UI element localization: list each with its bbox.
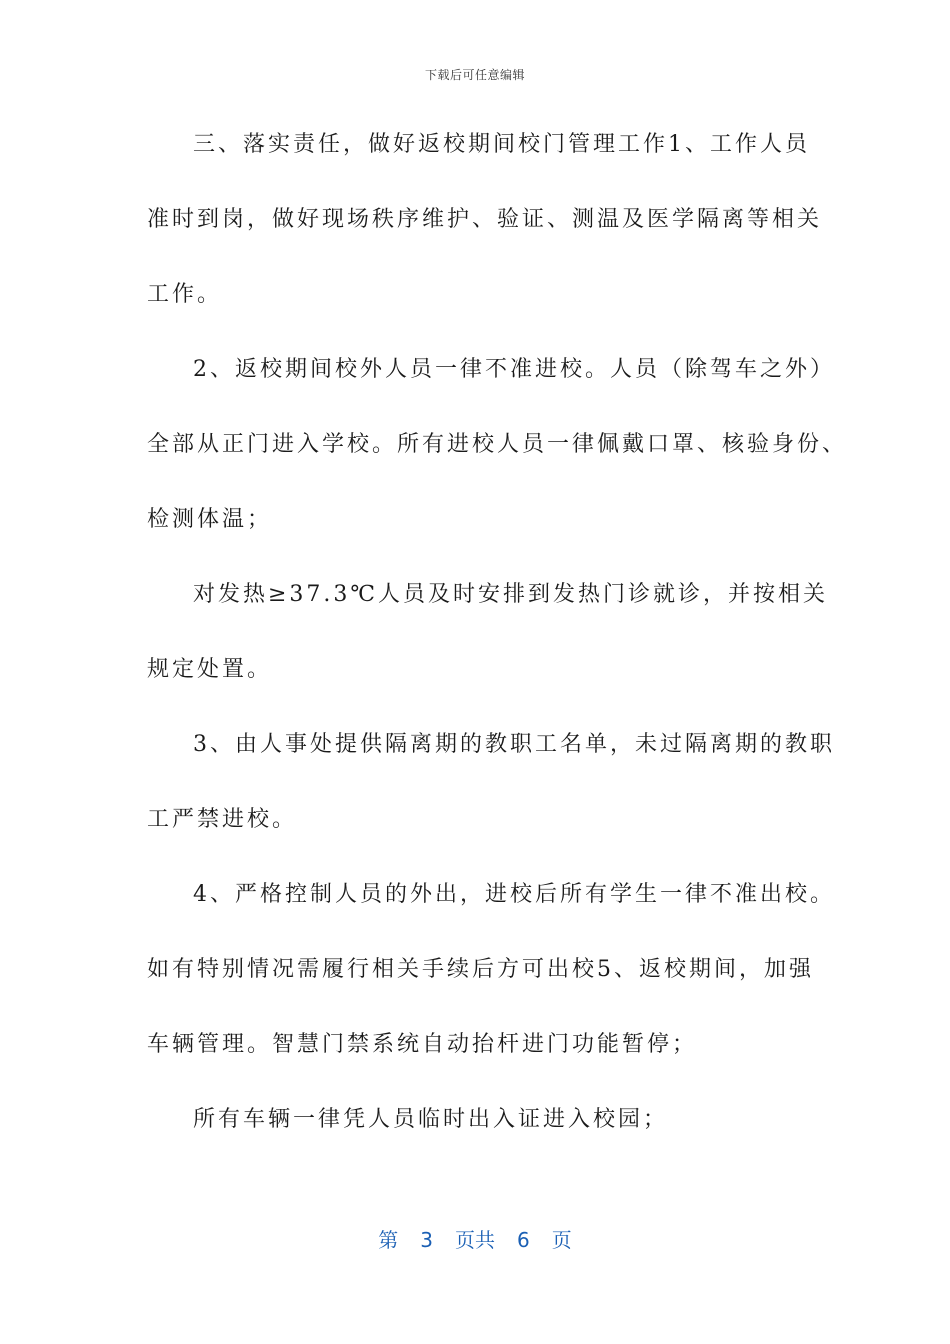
body-line: 4、严格控制人员的外出，进校后所有学生一律不准出校。 (193, 882, 835, 907)
body-line: 三、落实责任，做好返校期间校门管理工作1、工作人员 (193, 132, 810, 157)
body-line: 工严禁进校。 (147, 807, 298, 832)
body-line: 对发热≥37.3℃人员及时安排到发热门诊就诊，并按相关 (193, 582, 829, 607)
body-line: 3、由人事处提供隔离期的教职工名单，未过隔离期的教职 (193, 732, 835, 757)
body-line: 检测体温； (147, 507, 273, 532)
body-line: 如有特别情况需履行相关手续后方可出校5、返校期间，加强 (147, 957, 814, 982)
body-line: 准时到岗，做好现场秩序维护、验证、测温及医学隔离等相关 (147, 207, 823, 232)
current-page-number: 3 (420, 1228, 433, 1252)
body-line: 工作。 (147, 282, 223, 307)
body-line: 全部从正门进入学校。所有进校人员一律佩戴口罩、核验身份、 (147, 432, 848, 457)
body-line: 所有车辆一律凭人员临时出入证进入校园； (193, 1107, 669, 1132)
body-line: 车辆管理。智慧门禁系统自动抬杆进门功能暂停； (147, 1032, 698, 1057)
page-header: 下载后可任意编辑 (424, 68, 525, 82)
body-line: 2、返校期间校外人员一律不准进校。人员（除驾车之外） (193, 357, 835, 382)
page-footer (0, 1224, 950, 1253)
footer-prefix: 第 (378, 1228, 399, 1252)
footer-suffix: 页 (551, 1228, 572, 1252)
body-line: 规定处置。 (147, 657, 273, 682)
total-pages-number: 6 (517, 1228, 530, 1252)
footer-middle: 页共 (455, 1228, 495, 1252)
document-body (147, 120, 848, 1170)
